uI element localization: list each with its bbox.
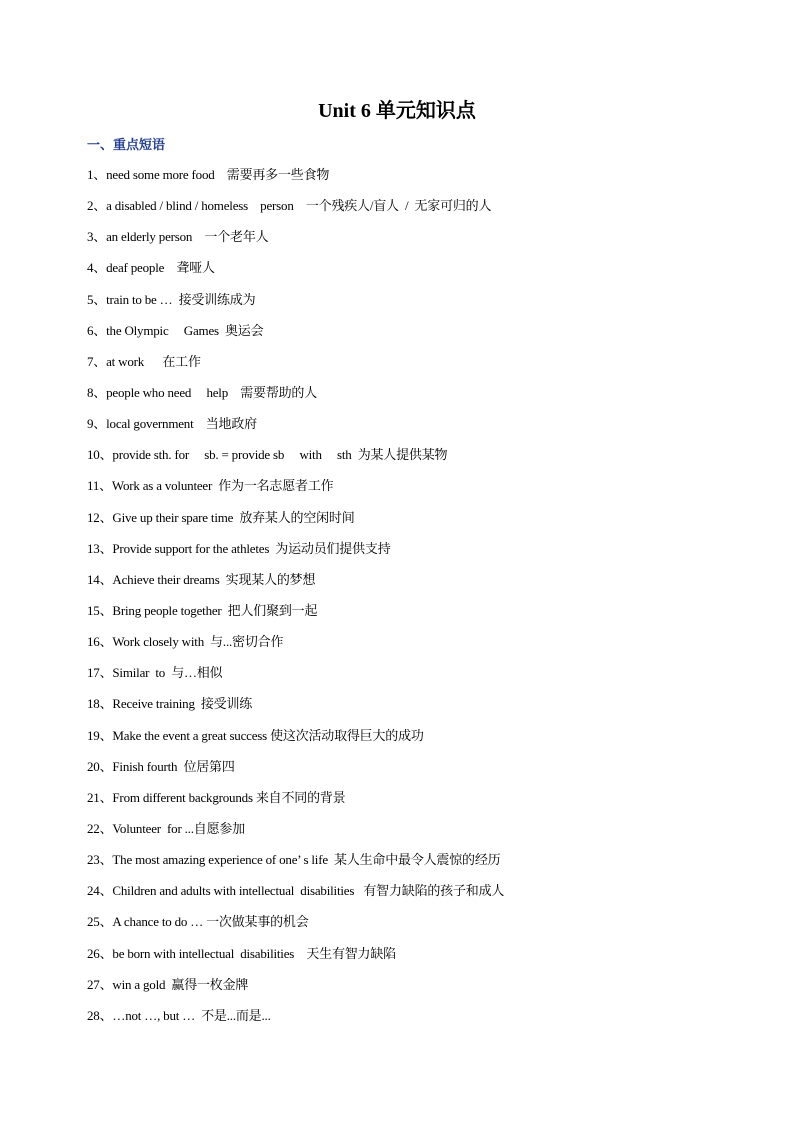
item-number: 4、: [87, 260, 107, 276]
item-number: 19、: [87, 727, 113, 743]
item-text: Volunteer for ...自愿参加: [112, 820, 245, 836]
item-number: 5、: [87, 291, 107, 307]
item-number: 14、: [87, 571, 113, 587]
item-text: Work as a volunteer 作为一名志愿者工作: [111, 478, 334, 494]
list-item: [87, 785, 747, 816]
list-item: [87, 598, 747, 629]
item-text: win a gold 赢得一枚金牌: [112, 976, 249, 992]
item-text: Receive training 接受训练: [112, 696, 253, 712]
item-number: 18、: [87, 696, 113, 712]
list-item: [87, 723, 747, 754]
list-item: [87, 287, 747, 318]
item-text: at work 在工作: [106, 353, 201, 369]
list-item: [87, 442, 747, 473]
list-item: [87, 816, 747, 847]
item-number: 28、: [87, 1007, 113, 1023]
item-number: 20、: [87, 758, 113, 774]
list-item: [87, 567, 747, 598]
list-item: [87, 255, 747, 286]
list-item: [87, 380, 747, 411]
page-title: Unit 6 单元知识点: [318, 100, 476, 122]
list-item: [87, 162, 747, 193]
item-text: be born with intellectual disabilities 天生有智力缺陷: [112, 945, 396, 961]
item-text: train to be … 接受训练成为: [106, 291, 256, 307]
item-text: Achieve their dreams 实现某人的梦想: [112, 571, 316, 587]
item-number: 12、: [87, 509, 113, 525]
item-number: 7、: [87, 353, 107, 369]
list-item: [87, 411, 747, 442]
item-text: Bring people together 把人们聚到一起: [112, 602, 318, 618]
list-item: [87, 660, 747, 691]
item-number: 27、: [87, 976, 113, 992]
item-number: 25、: [87, 914, 113, 930]
list-item: [87, 224, 747, 255]
item-number: 15、: [87, 602, 113, 618]
item-text: Finish fourth 位居第四: [112, 758, 235, 774]
item-number: 17、: [87, 665, 113, 681]
item-text: an elderly person 一个老年人: [106, 229, 269, 245]
list-item: [87, 691, 747, 722]
list-item: [87, 847, 747, 878]
item-number: 21、: [87, 789, 113, 805]
item-text: Make the event a great success 使这次活动取得巨大的成功: [112, 727, 424, 743]
list-item: [87, 941, 747, 972]
item-number: 8、: [87, 384, 107, 400]
item-text: Give up their spare time 放弃某人的空闲时间: [112, 509, 355, 525]
list-item: [87, 505, 747, 536]
item-number: 13、: [87, 540, 113, 556]
item-number: 9、: [87, 416, 107, 432]
item-text: deaf people 聋哑人: [106, 260, 215, 276]
item-text: need some more food 需要再多一些食物: [106, 167, 330, 182]
item-text: Provide support for the athletes 为运动员们提供支持: [112, 540, 391, 556]
item-number: 2、: [87, 198, 107, 214]
item-text: From different backgrounds 来自不同的背景: [112, 789, 346, 805]
item-text: local government 当地政府: [106, 416, 257, 432]
section-heading: 一、重点短语: [87, 138, 166, 153]
item-number: 16、: [87, 634, 113, 650]
item-number: 24、: [87, 883, 113, 899]
item-number: 10、: [87, 447, 113, 463]
item-text: provide sth. for sb. = provide sb with sth 为某人提供某物: [112, 447, 448, 463]
list-item: [87, 193, 747, 224]
list-item: [87, 754, 747, 785]
item-text: Children and adults with intellectual disabilities 有智力缺陷的孩子和成人: [112, 883, 505, 899]
item-number: 23、: [87, 852, 113, 868]
item-text: Similar to 与…相似: [112, 665, 223, 681]
item-text: A chance to do … 一次做某事的机会: [112, 914, 309, 930]
item-number: 11、: [87, 478, 112, 494]
item-text: the Olympic Games 奥运会: [106, 322, 264, 338]
list-item: [87, 318, 747, 349]
item-text: a disabled / blind / homeless person 一个残疾人/盲人 / 无家可归的人: [106, 198, 492, 214]
list-item: [87, 349, 747, 380]
list-item: [87, 473, 747, 504]
list-item: [87, 909, 747, 940]
list-item: [87, 972, 747, 1003]
list-item: [87, 1003, 747, 1034]
list-item: [87, 536, 747, 567]
item-number: 26、: [87, 945, 113, 961]
item-number: 3、: [87, 229, 107, 245]
item-text: …not …, but … 不是...而是...: [112, 1007, 271, 1023]
item-text: people who need help 需要帮助的人: [106, 384, 318, 400]
item-number: 1、: [87, 167, 107, 182]
list-item: [87, 878, 747, 909]
phrase-list: [87, 162, 747, 1034]
item-text: Work closely with 与...密切合作: [112, 634, 284, 650]
item-number: 6、: [87, 322, 107, 338]
list-item: [87, 629, 747, 660]
item-number: 22、: [87, 820, 113, 836]
item-text: The most amazing experience of one’ s life 某人生命中最令人震惊的经历: [112, 852, 501, 868]
